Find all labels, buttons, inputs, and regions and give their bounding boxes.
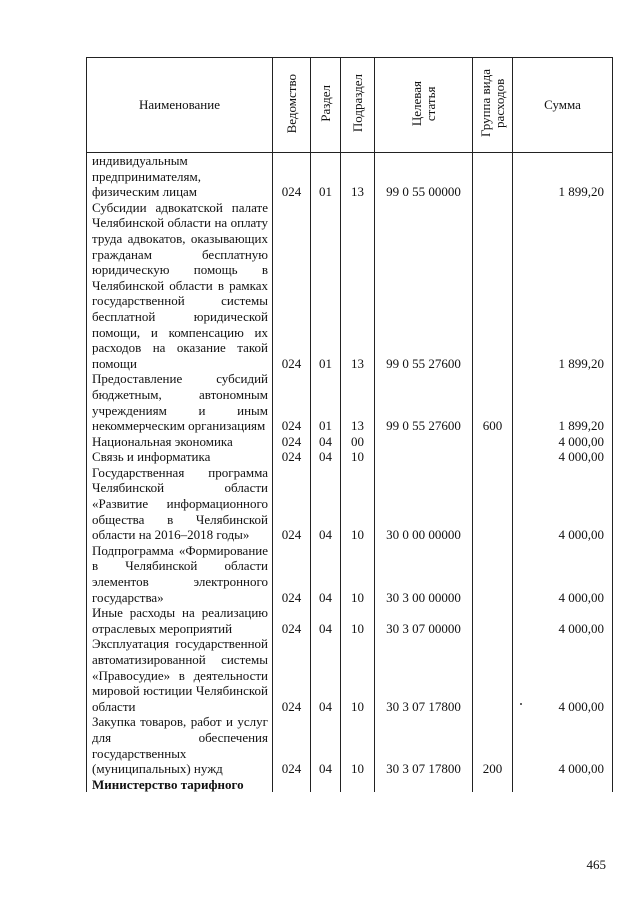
cell-celevaya-statya: 30 0 00 00000 bbox=[375, 465, 473, 543]
cell-name: Подпрограмма «Формирование в Челябинской области элементов электронного государства» bbox=[87, 543, 273, 605]
cell-vedomstvo: 024 bbox=[273, 714, 311, 776]
page-number: 465 bbox=[586, 857, 606, 872]
cell-razdel: 01 bbox=[311, 153, 341, 200]
table-row bbox=[87, 605, 613, 636]
cell-gruppa bbox=[473, 777, 513, 793]
table-row bbox=[87, 543, 613, 605]
cell-razdel: 04 bbox=[311, 434, 341, 450]
cell-podrazdel: 00 bbox=[341, 434, 375, 450]
cell-name: Предоставление субсидий бюджетным, автономным учреждениям и иным некоммерческим организациям bbox=[87, 371, 273, 433]
header-podrazdel: Подраздел bbox=[341, 58, 375, 153]
header-name: Наименование bbox=[87, 58, 273, 153]
header-summa: Сумма bbox=[513, 58, 613, 153]
cell-gruppa: 600 bbox=[473, 371, 513, 433]
cell-razdel: 04 bbox=[311, 465, 341, 543]
cell-gruppa bbox=[473, 605, 513, 636]
table-header bbox=[87, 58, 613, 153]
cell-name: Эксплуатация государственной автоматизированной системы «Правосудие» в деятельности мировой юстиции Челябинской области bbox=[87, 636, 273, 714]
cell-gruppa bbox=[473, 153, 513, 200]
cell-razdel: 04 bbox=[311, 636, 341, 714]
cell-celevaya-statya: 30 3 07 17800 bbox=[375, 636, 473, 714]
cell-summa: 4 000,00 bbox=[513, 449, 613, 465]
cell-razdel: 04 bbox=[311, 543, 341, 605]
table-row bbox=[87, 153, 613, 200]
cell-vedomstvo: 024 bbox=[273, 371, 311, 433]
cell-razdel: 04 bbox=[311, 605, 341, 636]
cell-summa: 4 000,00 bbox=[513, 714, 613, 776]
cell-name: Субсидии адвокатской палате Челябинской области на оплату труда адвокатов, оказывающих гражданам бесплатную юридическую помощь в Челябинской области в рамках государственной системы бесплатной юридической помощи, и компенсацию их расходов на оказание такой помощи bbox=[87, 200, 273, 372]
cell-podrazdel: 10 bbox=[341, 449, 375, 465]
cell-vedomstvo: 024 bbox=[273, 543, 311, 605]
cell-gruppa bbox=[473, 465, 513, 543]
cell-razdel: 01 bbox=[311, 200, 341, 372]
table-row bbox=[87, 449, 613, 465]
header-razdel: Раздел bbox=[311, 58, 341, 153]
scan-speck bbox=[520, 703, 522, 705]
cell-celevaya-statya bbox=[375, 449, 473, 465]
cell-vedomstvo: 024 bbox=[273, 449, 311, 465]
cell-podrazdel: 13 bbox=[341, 200, 375, 372]
cell-podrazdel: 10 bbox=[341, 714, 375, 776]
table-row bbox=[87, 465, 613, 543]
cell-vedomstvo: 024 bbox=[273, 465, 311, 543]
cell-podrazdel: 10 bbox=[341, 543, 375, 605]
cell-summa: 4 000,00 bbox=[513, 465, 613, 543]
cell-razdel: 04 bbox=[311, 449, 341, 465]
cell-podrazdel: 13 bbox=[341, 153, 375, 200]
cell-gruppa bbox=[473, 434, 513, 450]
cell-vedomstvo: 024 bbox=[273, 153, 311, 200]
cell-name: Иные расходы на реализацию отраслевых мероприятий bbox=[87, 605, 273, 636]
cell-gruppa bbox=[473, 543, 513, 605]
table-row bbox=[87, 371, 613, 433]
cell-gruppa bbox=[473, 449, 513, 465]
cell-celevaya-statya: 30 3 07 00000 bbox=[375, 605, 473, 636]
budget-table bbox=[86, 57, 613, 792]
cell-summa: 4 000,00 bbox=[513, 543, 613, 605]
cell-vedomstvo: 024 bbox=[273, 636, 311, 714]
cell-razdel: 04 bbox=[311, 714, 341, 776]
table-row bbox=[87, 200, 613, 372]
cell-celevaya-statya: 30 3 07 17800 bbox=[375, 714, 473, 776]
cell-name: Закупка товаров, работ и услуг для обеспечения государственных (муниципальных) нужд bbox=[87, 714, 273, 776]
cell-vedomstvo: 024 bbox=[273, 605, 311, 636]
cell-summa: 1 899,20 bbox=[513, 371, 613, 433]
header-celevaya-statya: Целевая статья bbox=[375, 58, 473, 153]
cell-celevaya-statya: 99 0 55 00000 bbox=[375, 153, 473, 200]
header-gruppa-vida-rashodov: Группа вида расходов bbox=[473, 58, 513, 153]
cell-vedomstvo: 024 bbox=[273, 434, 311, 450]
table-body bbox=[87, 153, 613, 793]
cell-summa: 4 000,00 bbox=[513, 434, 613, 450]
cell-podrazdel bbox=[341, 777, 375, 793]
cell-razdel: 01 bbox=[311, 371, 341, 433]
cell-celevaya-statya: 99 0 55 27600 bbox=[375, 200, 473, 372]
cell-podrazdel: 10 bbox=[341, 605, 375, 636]
cell-vedomstvo: 024 bbox=[273, 200, 311, 372]
cell-name: Национальная экономика bbox=[87, 434, 273, 450]
cell-summa: 4 000,00 bbox=[513, 605, 613, 636]
cell-summa: 1 899,20 bbox=[513, 200, 613, 372]
cell-name: Государственная программа Челябинской области «Развитие информационного общества в Челябинской области на 2016–2018 годы» bbox=[87, 465, 273, 543]
cell-name: Министерство тарифного bbox=[87, 777, 273, 793]
header-vedomstvo: Ведомство bbox=[273, 58, 311, 153]
cell-summa: 4 000,00 bbox=[513, 636, 613, 714]
cell-name: индивидуальным предпринимателям, физическим лицам bbox=[87, 153, 273, 200]
table-row bbox=[87, 434, 613, 450]
cell-razdel bbox=[311, 777, 341, 793]
cell-gruppa bbox=[473, 636, 513, 714]
cell-celevaya-statya: 99 0 55 27600 bbox=[375, 371, 473, 433]
cell-gruppa bbox=[473, 200, 513, 372]
cell-podrazdel: 10 bbox=[341, 465, 375, 543]
table-row bbox=[87, 714, 613, 776]
cell-summa: 1 899,20 bbox=[513, 153, 613, 200]
cell-vedomstvo bbox=[273, 777, 311, 793]
cell-celevaya-statya bbox=[375, 777, 473, 793]
cell-name: Связь и информатика bbox=[87, 449, 273, 465]
cell-podrazdel: 10 bbox=[341, 636, 375, 714]
table-row bbox=[87, 636, 613, 714]
cell-summa bbox=[513, 777, 613, 793]
table-row bbox=[87, 777, 613, 793]
cell-celevaya-statya: 30 3 00 00000 bbox=[375, 543, 473, 605]
cell-gruppa: 200 bbox=[473, 714, 513, 776]
cell-celevaya-statya bbox=[375, 434, 473, 450]
cell-podrazdel: 13 bbox=[341, 371, 375, 433]
